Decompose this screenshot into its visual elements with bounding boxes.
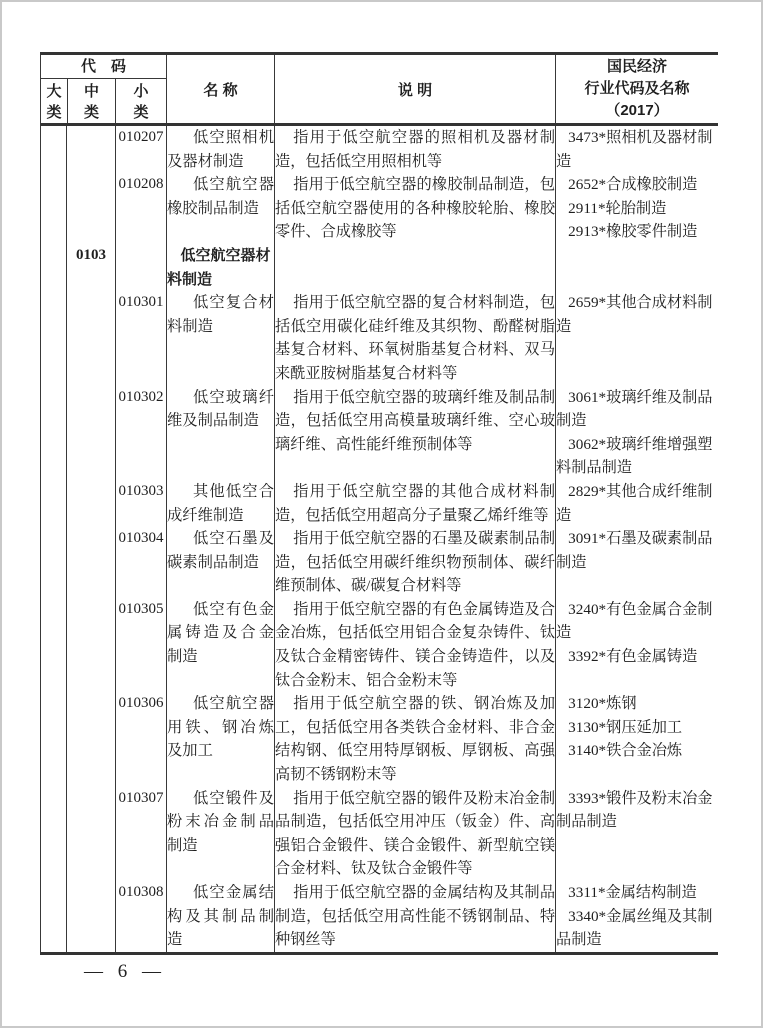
cell-minor: 010306 bbox=[116, 692, 167, 786]
cell-description: 指用于低空航空器的橡胶制品制造，包括低空航空器使用的各种橡胶轮胎、橡胶零件、合成橡胶等 bbox=[275, 173, 556, 244]
industry-item: 3130*钢压延加工 bbox=[568, 718, 683, 736]
cell-industry bbox=[556, 480, 718, 527]
header-middle-class: 中类 bbox=[67, 79, 116, 123]
cell-name: 低空玻璃纤维及制品制造 bbox=[167, 386, 275, 480]
industry-item: 3120*炼钢 bbox=[568, 695, 637, 713]
cell-major bbox=[41, 787, 67, 881]
cell-industry bbox=[556, 126, 718, 173]
cell-description: 指用于低空航空器的玻璃纤维及制品制造，包括低空用高模量玻璃纤维、空心玻璃纤维、高性能纤维预制体等 bbox=[275, 386, 556, 480]
cell-industry bbox=[556, 386, 718, 480]
cell-major bbox=[41, 244, 67, 291]
industry-item: 3393*锻件及粉末冶金制品制造 bbox=[556, 789, 713, 831]
cell-middle bbox=[67, 787, 116, 881]
cell-name: 低空石墨及碳素制品制造 bbox=[167, 527, 275, 598]
cell-description: 指用于低空航空器的有色金属铸造及合金冶炼，包括低空用铝合金复杂铸件、钛及钛合金精密铸件、镁合金铸造件，以及钛合金粉末、铝合金粉末等 bbox=[275, 598, 556, 692]
cell-major bbox=[41, 881, 67, 952]
cell-middle bbox=[67, 692, 116, 786]
cell-description: 指用于低空航空器的石墨及碳素制品制造，包括低空用碳纤维织物预制体、碳纤维预制体、碳/碳复合材料等 bbox=[275, 527, 556, 598]
table-row bbox=[41, 386, 718, 480]
cell-minor: 010304 bbox=[116, 527, 167, 598]
cell-industry bbox=[556, 173, 718, 244]
cell-major bbox=[41, 173, 67, 244]
cell-description: 指用于低空航空器的复合材料制造，包括低空用碳化硅纤维及其织物、酚醛树脂基复合材料、环氧树脂基复合材料、双马来酰亚胺树脂基复合材料等 bbox=[275, 291, 556, 385]
cell-minor: 010302 bbox=[116, 386, 167, 480]
header-minor-class: 小类 bbox=[133, 83, 149, 121]
cell-name: 其他低空合成纤维制造 bbox=[167, 480, 275, 527]
cell-major bbox=[41, 527, 67, 598]
industry-item: 3240*有色金属合金制造 bbox=[556, 600, 713, 642]
cell-minor: 010308 bbox=[116, 881, 167, 952]
cell-middle bbox=[67, 291, 116, 385]
table-row bbox=[41, 480, 718, 527]
cell-middle bbox=[67, 480, 116, 527]
cell-middle bbox=[67, 126, 116, 173]
industry-item: 2652*合成橡胶制造 bbox=[568, 176, 698, 194]
industry-item: 3062*玻璃纤维增强塑料制品制造 bbox=[556, 435, 713, 477]
table-row bbox=[41, 527, 718, 598]
cell-major bbox=[41, 386, 67, 480]
cell-minor bbox=[116, 244, 167, 291]
industry-item: 2913*橡胶零件制造 bbox=[568, 223, 698, 241]
cell-minor: 010207 bbox=[116, 126, 167, 173]
cell-middle bbox=[67, 598, 116, 692]
header-name: 名 称 bbox=[167, 55, 275, 123]
cell-major bbox=[41, 480, 67, 527]
cell-middle: 0103 bbox=[67, 244, 116, 291]
cell-description: 指用于低空航空器的金属结构及其制品制造，包括低空用高性能不锈钢制品、特种钢丝等 bbox=[275, 881, 556, 952]
header-code-title: 代 码 bbox=[41, 55, 166, 79]
cell-industry bbox=[556, 787, 718, 881]
industry-item: 3091*石墨及碳素制品制造 bbox=[556, 530, 713, 571]
table-row bbox=[41, 787, 718, 881]
cell-description: 指用于低空航空器的铁、钢冶炼及加工，包括低空用各类铁合金材料、非合金结构钢、低空用特厚钢板、厚钢板、高强高韧不锈钢粉末等 bbox=[275, 692, 556, 786]
table-row-middle-class bbox=[41, 244, 718, 291]
header-code-subcolumns bbox=[41, 79, 166, 123]
cell-name: 低空照相机及器材制造 bbox=[167, 126, 275, 173]
cell-description: 指用于低空航空器的其他合成材料制造，包括低空用超高分子量聚乙烯纤维等 bbox=[275, 480, 556, 527]
table-row bbox=[41, 291, 718, 385]
industry-item: 3140*铁合金冶炼 bbox=[568, 742, 683, 760]
cell-middle bbox=[67, 881, 116, 952]
cell-minor: 010303 bbox=[116, 480, 167, 527]
page-number: — 6 — bbox=[84, 961, 163, 982]
table-header bbox=[41, 55, 718, 126]
industry-item: 3311*金属结构制造 bbox=[568, 884, 697, 901]
cell-industry bbox=[556, 291, 718, 385]
cell-name: 低空锻件及粉末冶金制品制造 bbox=[167, 787, 275, 881]
industry-item: 3473*照相机及器材制造 bbox=[556, 129, 713, 170]
industry-item: 3392*有色金属铸造 bbox=[568, 648, 698, 666]
cell-middle bbox=[67, 527, 116, 598]
cell-description: 指用于低空航空器的锻件及粉末冶金制品制造，包括低空用冲压（钣金）件、高强铝合金锻件、镁合金锻件、新型航空镁合金材料、钛及钛合金锻件等 bbox=[275, 787, 556, 881]
table-row bbox=[41, 173, 718, 244]
cell-minor: 010208 bbox=[116, 173, 167, 244]
header-code-group bbox=[41, 55, 167, 123]
header-industry-code: 国民经济 行业代码及名称 （2017） bbox=[584, 58, 690, 119]
industry-item: 3340*金属丝绳及其制品制造 bbox=[556, 907, 713, 949]
cell-name: 低空有色金属铸造及合金制造 bbox=[167, 598, 275, 692]
industry-item: 2659*其他合成材料制造 bbox=[556, 294, 713, 335]
header-major-class: 大类 bbox=[46, 83, 62, 121]
cell-industry bbox=[556, 527, 718, 598]
industry-item: 3061*玻璃纤维及制品制造 bbox=[556, 388, 713, 430]
cell-major bbox=[41, 598, 67, 692]
cell-description: 指用于低空航空器的照相机及器材制造，包括低空用照相机等 bbox=[275, 126, 556, 173]
cell-industry bbox=[556, 598, 718, 692]
cell-minor: 010307 bbox=[116, 787, 167, 881]
classification-table bbox=[40, 52, 718, 955]
industry-item: 2829*其他合成纤维制造 bbox=[556, 482, 713, 524]
industry-item: 2911*轮胎制造 bbox=[568, 199, 667, 217]
table-row bbox=[41, 126, 718, 173]
table-row bbox=[41, 598, 718, 692]
cell-major bbox=[41, 692, 67, 786]
cell-middle bbox=[67, 173, 116, 244]
cell-name: 低空复合材料制造 bbox=[167, 291, 275, 385]
cell-name: 低空航空器材料制造 bbox=[167, 244, 275, 291]
cell-industry bbox=[556, 244, 718, 291]
cell-name: 低空航空器用铁、钢冶炼及加工 bbox=[167, 692, 275, 786]
header-description: 说 明 bbox=[275, 55, 556, 123]
cell-industry bbox=[556, 692, 718, 786]
cell-major bbox=[41, 126, 67, 173]
cell-name: 低空航空器橡胶制品制造 bbox=[167, 173, 275, 244]
table-row bbox=[41, 692, 718, 786]
cell-description bbox=[275, 244, 556, 291]
cell-minor: 010305 bbox=[116, 598, 167, 692]
cell-name: 低空金属结构及其制品制造 bbox=[167, 881, 275, 952]
table-row bbox=[41, 881, 718, 952]
cell-industry bbox=[556, 881, 718, 952]
cell-middle bbox=[67, 386, 116, 480]
cell-minor: 010301 bbox=[116, 291, 167, 385]
cell-major bbox=[41, 291, 67, 385]
